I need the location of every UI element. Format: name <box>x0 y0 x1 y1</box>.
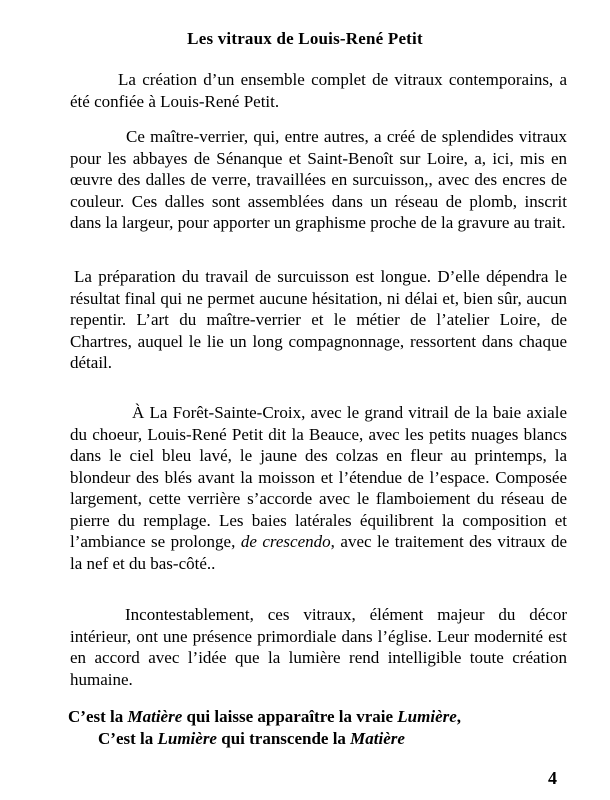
closing-quote-line-2 <box>98 729 578 749</box>
paragraph-foret-sainte-croix <box>70 402 567 574</box>
page-number: 4 <box>548 768 557 788</box>
quote-text: , <box>456 707 462 726</box>
paragraph-text: À La Forêt-Sainte-Croix, avec le grand vitrail de la baie axiale du choeur, Louis-René Petit dit la Beauce, avec les petits nuages blancs dans le ciel bleu lavé, le jaune des colzas en fleur au printemps, la blondeur des blés avant la moisson et l’étendue de l’espace. Composée largement, cette verrière s’accorde avec le flamboiement du réseau de pierre du remplage. Les baies latérales équilibrent la composition et l’ambiance se prolonge, <box>70 403 567 551</box>
quote-text: C’est la <box>98 729 158 748</box>
paragraph-conclusion: Incontestablement, ces vitraux, élément majeur du décor intérieur, ont une présence primordiale dans l’église. Leur modernité est en accord avec l’idée que la lumière rend intelligible toute création humaine. <box>70 605 567 689</box>
closing-quote-line-1 <box>68 707 568 727</box>
quote-text: qui transcende la <box>216 729 351 748</box>
quote-italic: Lumière <box>157 729 217 748</box>
paragraph-preparation: La préparation du travail de surcuisson est longue. D’elle dépendra le résultat final qui ne permet aucune hésitation, ni délai et, bien sûr, aucun repentir. L’art du maître-verrier et le métier de l’atelier Loire, de Chartres, auquel le lie un long compagnonnage, ressortent dans chaque détail. <box>70 267 567 372</box>
quote-italic: Matière <box>350 729 405 748</box>
page-title: Les vitraux de Louis-René Petit <box>187 29 423 48</box>
quote-text: qui laisse apparaître la vraie <box>182 707 398 726</box>
quote-italic: Lumière <box>397 707 457 726</box>
paragraph-master-glassmaker: Ce maître-verrier, qui, entre autres, a créé de splendides vitraux pour les abbayes de Sénanque et Saint-Benoît sur Loire, a, ici, mis en œuvre des dalles de verre, travaillées en surcuisson,, avec des encres de couleur. Ces dalles sont assemblées dans un réseau de plomb, inscrit dans la largeur, pour apporter un graphisme proche de la gravure au trait. <box>70 127 567 232</box>
quote-italic: Matière <box>127 707 183 726</box>
italic-phrase: de crescendo <box>240 532 331 551</box>
paragraph-intro: La création d’un ensemble complet de vitraux contemporains, a été confiée à Louis-René Petit. <box>70 70 567 111</box>
paragraph-text: , avec le traitement des vitraux de la nef et du bas-côté.. <box>70 532 568 573</box>
quote-text: C’est la <box>68 707 128 726</box>
